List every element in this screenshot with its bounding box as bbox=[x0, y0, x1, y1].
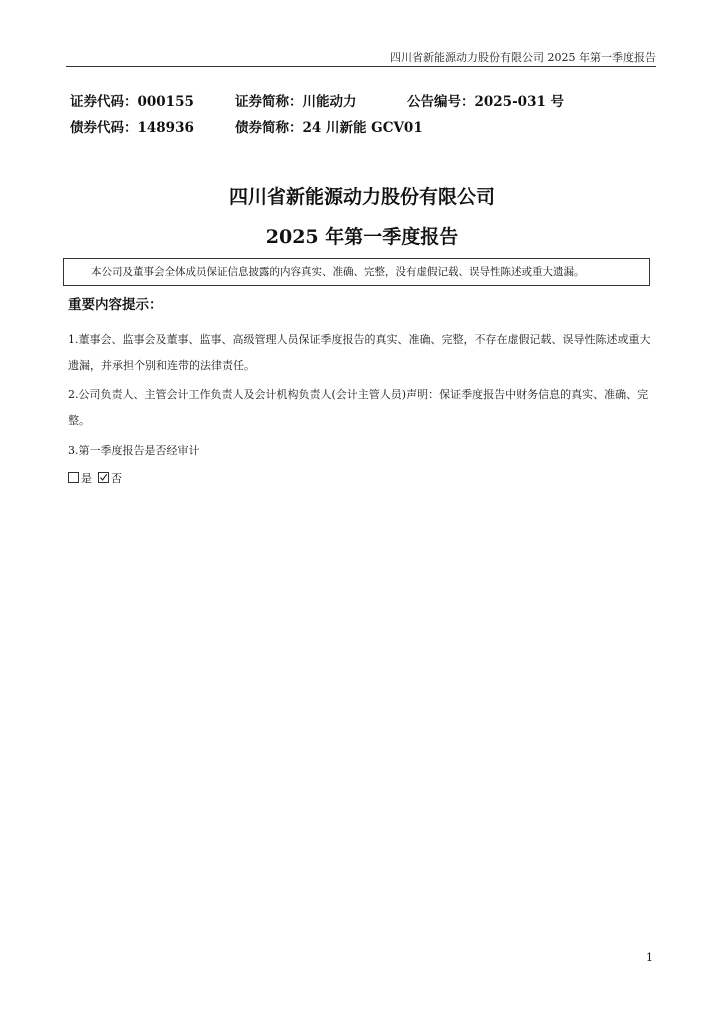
audit-no-checkbox[interactable] bbox=[98, 472, 109, 483]
audit-no-label: 否 bbox=[111, 472, 122, 485]
audit-yes-label: 是 bbox=[81, 472, 92, 485]
checkmark-icon bbox=[99, 473, 108, 482]
notice-item-3: 3.第一季度报告是否经审计 bbox=[68, 444, 200, 457]
notice-item-1: 1.董事会、监事会及董事、监事、高级管理人员保证季度报告的真实、准确、完整，不存在虚假记载、误导性陈述或重大遗漏，并承担个别和连带的法律责任。 bbox=[68, 333, 651, 372]
audit-options bbox=[68, 471, 122, 487]
company-title: 四川省新能源动力股份有限公司 bbox=[228, 186, 495, 208]
security-short-name: 证券简称：川能动力 bbox=[235, 94, 357, 110]
report-title: 2025 年第一季度报告 bbox=[265, 226, 459, 248]
bond-code: 债券代码：148936 bbox=[70, 120, 194, 136]
audit-yes-checkbox[interactable] bbox=[68, 472, 79, 483]
bond-short-name: 债券简称：24 川新能 GCV01 bbox=[235, 120, 423, 136]
notice-item-2: 2.公司负责人、主管会计工作负责人及会计机构负责人(会计主管人员)声明：保证季度报告中财务信息的真实、准确、完整。 bbox=[68, 388, 649, 427]
announcement-number: 公告编号：2025-031 号 bbox=[407, 94, 565, 110]
page-number: 1 bbox=[646, 951, 653, 964]
header-rule bbox=[66, 66, 656, 67]
statement-box bbox=[63, 258, 650, 286]
notice-heading: 重要内容提示： bbox=[68, 297, 163, 313]
security-code: 证券代码：000155 bbox=[70, 94, 194, 110]
statement-text: 本公司及董事会全体成员保证信息披露的内容真实、准确、完整，没有虚假记载、误导性陈述或重大遗漏。 bbox=[91, 266, 585, 278]
running-header: 四川省新能源动力股份有限公司 2025 年第一季度报告 bbox=[390, 51, 656, 64]
